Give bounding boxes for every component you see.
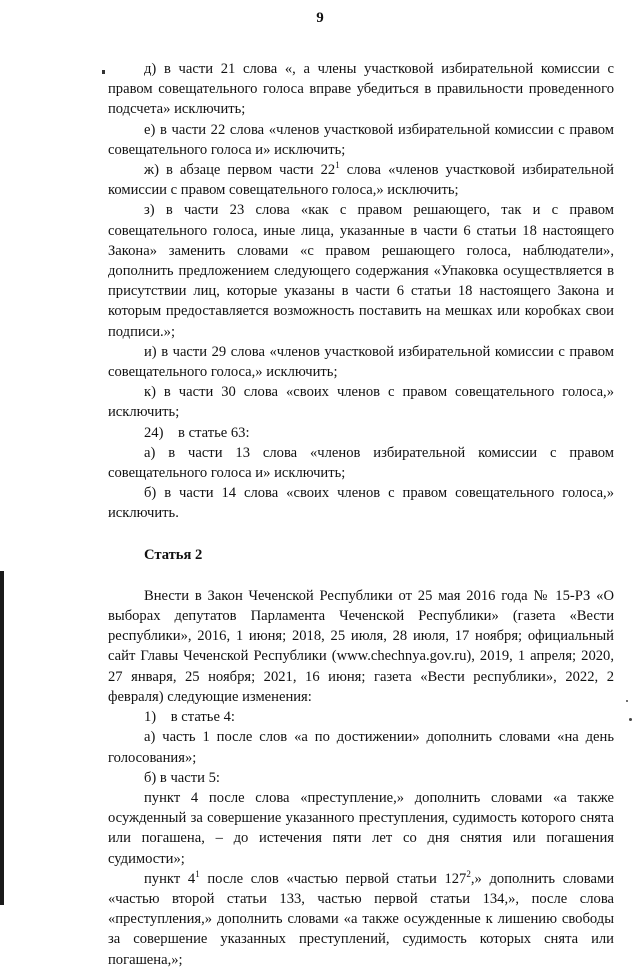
paragraph-a2: а) часть 1 после слов «а по достижении» дополнить словами «на день голосования»;	[108, 729, 614, 766]
superscript: 1	[195, 868, 200, 879]
page-number: 9	[316, 10, 324, 26]
paragraph-d: д) в части 21 слова «, а члены участковой избирательной комиссии с правом совещательного голоса вправе убедиться в правильности проведенного подсчета» исключить;	[108, 61, 614, 118]
paragraph-z: з) в части 23 слова «как с правом решающего, так и с правом совещательного голоса, иные лица, указанные в части 6 статьи 18 настоящего Закона» заменить словами «с правом решающего голоса, наблюдатели», дополнить предложением следующего содержания «Упаковка осуществляется в присутствии лиц, которые указаны в части 6 статьи 18 настоящего Закона и которым предоставляется возможность поставить на мешках или коробках свои подписи.»;	[108, 202, 614, 340]
scan-mark	[102, 70, 105, 74]
document-body	[108, 59, 614, 970]
superscript: 1	[335, 160, 340, 171]
item-24: 24) в статье 63:	[144, 424, 250, 441]
scan-edge-shadow	[0, 571, 4, 905]
point-4-1: пункт $4^1$ после слов «частью первой статьи $127^2$,» дополнить словами «частью второй статьи 133, частью первой статьи 134,», после слова «преступления,» дополнить словами «а также осужденные к лишению свободы за совершение указанных преступлений, судимость которых снята или погашена,»;	[108, 868, 615, 968]
article-heading: Статья 2	[144, 546, 203, 563]
paragraph-i: и) в части 29 слова «членов участковой избирательной комиссии с правом совещательного голоса,» исключить;	[108, 343, 614, 381]
paragraph-zh: ж) в абзаце первом части $22^1$ слова «членов участковой избирательной комиссии с правом совещательного голоса,» исключить;	[108, 160, 614, 199]
scan-speck	[626, 700, 628, 702]
paragraph-k: к) в части 30 слова «своих членов с правом совещательного голоса,» исключить;	[108, 384, 614, 421]
item-1: 1) в статье 4:	[144, 709, 235, 726]
paragraph-b2: б) в части 5:	[144, 769, 220, 786]
superscript: 2	[466, 868, 471, 879]
point-4: пункт 4 после слова «преступление,» дополнить словами «а также осужденный за совершение указанного преступления, судимость которого снята или погашена, – до истечения пяти лет со дня снятия или погашения судимости»;	[108, 789, 614, 867]
scan-speck	[629, 718, 632, 721]
article-intro: Внести в Закон Чеченской Республики от 25 мая 2016 года № 15-РЗ «О выборах депутатов Парламента Чеченской Республики» (газета «Вести республики», 2016, 1 июня; 2018, 25 июля, 28 июля, 17 ноября; официальный сайт Главы Чеченской Республики (www.chechnya.gov.ru), 2019, 1 апреля; 2020, 27 января, 25 ноября; 2021, 16 июня; газета «Вести республики», 2022, 2 февраля) следующие изменения:	[108, 587, 614, 705]
paragraph-b: б) в части 14 слова «своих членов с правом совещательного голоса,» исключить.	[108, 485, 614, 522]
paragraph-a: а) в части 13 слова «членов избирательной комиссии с правом совещательного голоса и» исключить;	[108, 444, 614, 482]
paragraph-e: е) в части 22 слова «членов участковой избирательной комиссии с правом совещательного голоса и» исключить;	[108, 121, 614, 158]
